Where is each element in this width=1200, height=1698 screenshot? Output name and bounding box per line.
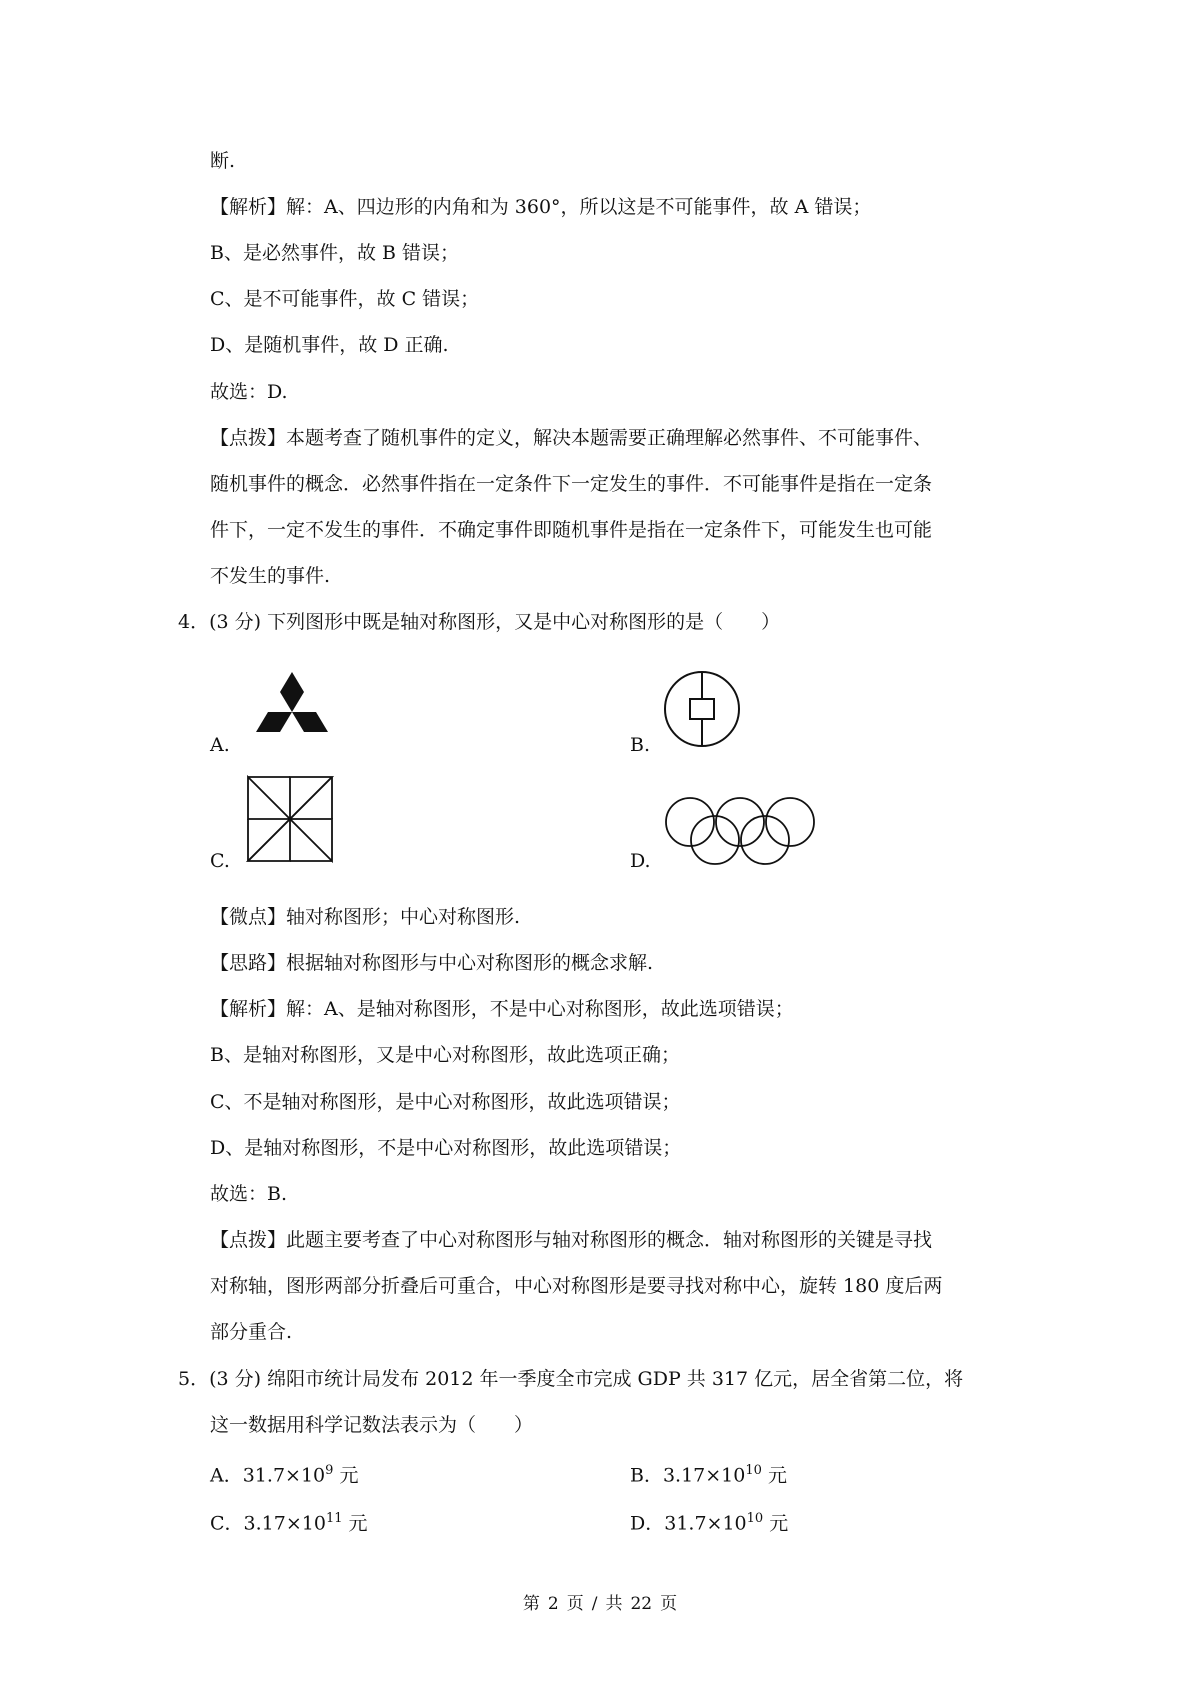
q5-option-d-unit: 元 (763, 1512, 789, 1535)
footer-total-number: 22 (630, 1594, 653, 1614)
q5-option-a-unit: 元 (333, 1464, 359, 1487)
q5-option-b-exponent: 10 (745, 1463, 762, 1478)
q5-option-a-exponent: 9 (325, 1463, 334, 1478)
q5-option-c (210, 1506, 368, 1536)
q4-option-c-label: C. (210, 850, 230, 872)
q4-option-a-label: A. (210, 734, 230, 756)
footer-total-unit: 页 (660, 1594, 678, 1614)
q5-option-b-unit: 元 (761, 1464, 787, 1487)
q3-tip-line: 随机事件的概念．必然事件指在一定条件下一定发生的事件．不可能事件是指在一定条 (210, 473, 933, 495)
q3-tip-line: 不发生的事件. (210, 565, 331, 587)
q4-tip-line: 部分重合. (210, 1321, 293, 1343)
q4-tip-line: 对称轴，图形两部分折叠后可重合，中心对称图形是要寻找对称中心，旋转 180 度后两 (210, 1275, 943, 1297)
olympic-rings-icon (664, 796, 816, 868)
q5-option-d-exponent: 10 (746, 1511, 764, 1526)
q5-option-a (210, 1458, 358, 1488)
q4-point: 【微点】轴对称图形；中心对称图形. (210, 906, 521, 928)
q3-option-c-analysis: C、是不可能事件，故 C 错误； (210, 288, 480, 310)
q4-tip-line: 【点拨】此题主要考查了中心对称图形与轴对称图形的概念．轴对称图形的关键是寻找 (210, 1229, 933, 1251)
q4-question: 4．(3 分) 下列图形中既是轴对称图形，又是中心对称图形的是（ ） (178, 611, 781, 633)
q5-option-c-unit: 元 (342, 1512, 368, 1535)
three-diamonds-icon (246, 672, 338, 752)
q4-option-b-analysis: B、是轴对称图形，又是中心对称图形，故此选项正确； (210, 1044, 680, 1066)
q4-answer: 故选：B. (210, 1183, 288, 1205)
footer-page-number: 2 (547, 1594, 559, 1614)
q4-option-d-analysis: D、是轴对称图形，不是中心对称图形，故此选项错误； (210, 1137, 682, 1159)
q3-tip-line: 件下，一定不发生的事件．不确定事件即随机事件是指在一定条件下，可能发生也可能 (210, 519, 933, 541)
q4-analysis: 【解析】解：A、是轴对称图形，不是中心对称图形，故此选项错误； (210, 998, 794, 1020)
page-footer (0, 1592, 1200, 1616)
q5-option-b (630, 1458, 787, 1488)
q3-option-b-analysis: B、是必然事件，故 B 错误； (210, 242, 460, 264)
q5-question-cont: 这一数据用科学记数法表示为（ ） (210, 1414, 534, 1436)
q3-answer: 故选：D. (210, 381, 288, 403)
q5-option-d-label: D．31.7×10 (630, 1512, 747, 1535)
q5-option-b-label: B．3.17×10 (630, 1464, 746, 1487)
q5-option-a-label: A．31.7×10 (210, 1464, 326, 1487)
q4-idea: 【思路】根据轴对称图形与中心对称图形的概念求解. (210, 952, 654, 974)
footer-page-unit: 页 (566, 1594, 584, 1614)
circle-square-icon (662, 668, 742, 750)
q4-option-c-analysis: C、不是轴对称图形，是中心对称图形，故此选项错误； (210, 1091, 681, 1113)
footer-total-prefix: 共 (605, 1594, 623, 1614)
pinwheel-icon (246, 774, 334, 864)
q4-option-d-label: D. (630, 850, 651, 872)
q5-question: 5．(3 分) 绵阳市统计局发布 2012 年一季度全市完成 GDP 共 317 亿元，居全省第二位，将 (178, 1368, 964, 1390)
q3-option-d-analysis: D、是随机事件，故 D 正确. (210, 334, 449, 356)
q4-option-b-label: B. (630, 734, 651, 756)
q5-option-c-label: C．3.17×10 (210, 1512, 326, 1535)
q3-analysis: 【解析】解：A、四边形的内角和为 360°，所以这是不可能事件，故 A 错误； (210, 196, 872, 218)
footer-page-prefix: 第 (522, 1594, 540, 1614)
q5-option-d (630, 1506, 788, 1536)
q3-tip-line: 【点拨】本题考查了随机事件的定义，解决本题需要正确理解必然事件、不可能事件、 (210, 427, 933, 449)
footer-separator: / (591, 1594, 598, 1614)
text-line: 断. (210, 150, 236, 172)
q5-option-c-exponent: 11 (325, 1511, 343, 1526)
